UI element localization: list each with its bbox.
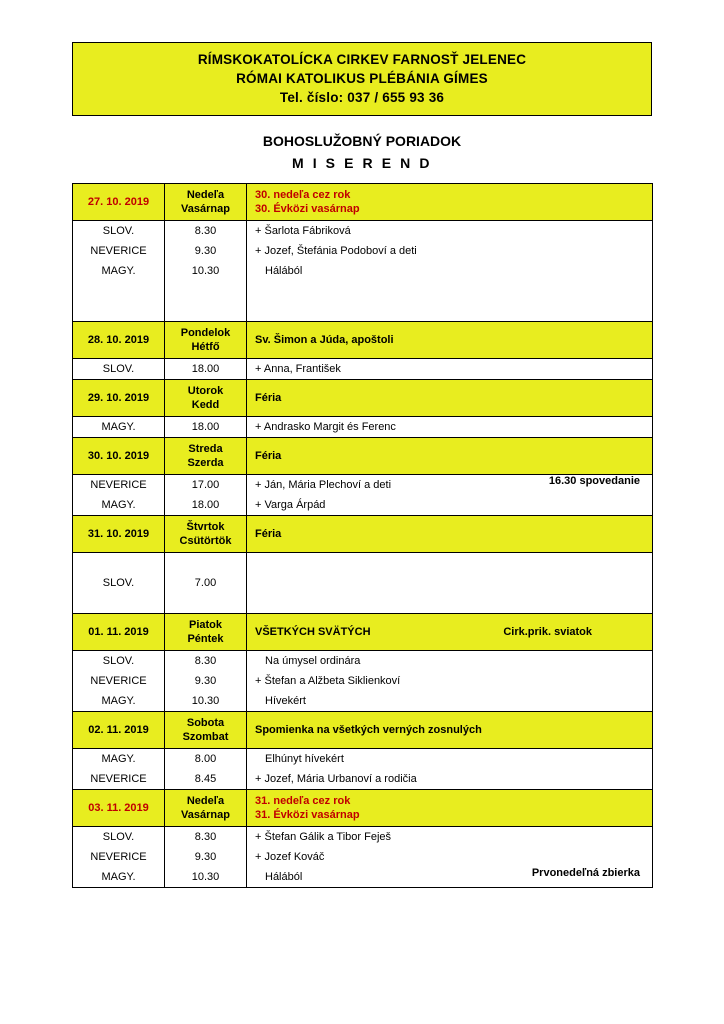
day-name (165, 322, 247, 359)
feast-name-sk: Spomienka na všetkých verných zosnulých (255, 724, 482, 736)
mass-time (165, 301, 247, 322)
day-name-hu: Hétfő (191, 341, 220, 353)
day-date: 02. 11. 2019 (73, 712, 165, 749)
mass-intention-text: + Andrasko Margit és Ferenc (255, 421, 396, 433)
day-date: 01. 11. 2019 (73, 614, 165, 651)
schedule-mass-row (73, 241, 653, 261)
mass-intention (247, 671, 653, 691)
schedule-mass-row (73, 593, 653, 614)
feast-name (247, 614, 653, 651)
mass-time: 18.00 (165, 359, 247, 380)
mass-location: NEVERICE (73, 241, 165, 261)
schedule-mass-row (73, 573, 653, 593)
mass-intention-text: + Varga Árpád (255, 499, 326, 511)
mass-location: MAGY. (73, 495, 165, 516)
mass-time (165, 553, 247, 574)
mass-time: 8.30 (165, 221, 247, 242)
mass-location (73, 301, 165, 322)
mass-time: 8.00 (165, 749, 247, 770)
mass-location: MAGY. (73, 749, 165, 770)
day-date: 03. 11. 2019 (73, 790, 165, 827)
feast-side-note: Cirk.prik. sviatok (503, 626, 592, 638)
mass-time (165, 593, 247, 614)
day-name (165, 790, 247, 827)
mass-intention-text: Na úmysel ordinára (265, 655, 361, 667)
document-title (0, 130, 724, 174)
schedule-day-header-row (73, 712, 653, 749)
schedule-mass-row (73, 301, 653, 322)
mass-intention-text: + Jozef, Štefánia Podoboví a deti (255, 245, 417, 257)
mass-location: NEVERICE (73, 671, 165, 691)
mass-time: 17.00 (165, 475, 247, 496)
parish-header-banner (72, 42, 652, 116)
mass-intention-text: Hívekért (265, 695, 306, 707)
mass-time: 9.30 (165, 847, 247, 867)
parish-name-hu: RÓMAI KATOLIKUS PLÉBÁNIA GÍMES (236, 71, 488, 86)
schedule-mass-row (73, 281, 653, 301)
mass-intention (247, 261, 653, 281)
mass-time: 8.30 (165, 651, 247, 672)
feast-name-sk: Sv. Šimon a Júda, apoštoli (255, 334, 394, 346)
mass-intention (247, 847, 653, 867)
schedule-day-header-row (73, 322, 653, 359)
mass-location: MAGY. (73, 417, 165, 438)
schedule-mass-row (73, 553, 653, 574)
schedule-mass-row (73, 359, 653, 380)
day-name (165, 516, 247, 553)
mass-intention (247, 495, 653, 516)
feast-name-hu: 31. Évközi vasárnap (255, 809, 360, 821)
mass-intention (247, 221, 653, 242)
feast-name (247, 380, 653, 417)
day-name-hu: Szombat (182, 731, 229, 743)
schedule-day-header-row (73, 184, 653, 221)
day-name-sk: Nedeľa (186, 795, 225, 807)
feast-name-hu: 30. Évközi vasárnap (255, 203, 360, 215)
day-name (165, 438, 247, 475)
schedule-mass-row (73, 475, 653, 496)
mass-intention (247, 301, 653, 322)
mass-location (73, 593, 165, 614)
schedule-mass-row (73, 261, 653, 281)
schedule-mass-row (73, 651, 653, 672)
mass-intention (247, 827, 653, 848)
schedule-mass-row (73, 495, 653, 516)
feast-name-sk: Féria (255, 528, 282, 540)
feast-name-sk: 31. nedeľa cez rok (255, 795, 351, 807)
feast-name-sk: VŠETKÝCH SVÄTÝCH Cirk.prik. sviatok (255, 626, 592, 638)
mass-intention (247, 417, 653, 438)
day-date: 29. 10. 2019 (73, 380, 165, 417)
mass-intention-text: + Štefan Gálik a Tibor Feješ (255, 831, 392, 843)
mass-intention-text: + Šarlota Fábriková (255, 225, 351, 237)
mass-intention-text: + Ján, Mária Plechoví a deti (255, 479, 392, 491)
mass-intention (247, 359, 653, 380)
feast-name (247, 790, 653, 827)
day-date: 30. 10. 2019 (73, 438, 165, 475)
mass-location: MAGY. (73, 261, 165, 281)
schedule-mass-row (73, 691, 653, 712)
schedule-mass-row (73, 847, 653, 867)
schedule-day-header-row (73, 438, 653, 475)
mass-location: MAGY. (73, 867, 165, 888)
day-name-sk: Sobota (186, 717, 225, 729)
day-name-sk: Piatok (188, 619, 222, 631)
day-name-hu: Péntek (187, 633, 224, 645)
mass-location (73, 553, 165, 574)
mass-time: 9.30 (165, 671, 247, 691)
mass-intention (247, 691, 653, 712)
mass-time: 10.30 (165, 867, 247, 888)
feast-name-sk: Féria (255, 450, 282, 462)
mass-time: 18.00 (165, 417, 247, 438)
mass-schedule-table (72, 183, 653, 888)
schedule-day-header-row (73, 790, 653, 827)
day-date: 31. 10. 2019 (73, 516, 165, 553)
mass-side-note: Prvonedeľná zbierka (531, 867, 640, 879)
feast-name (247, 322, 653, 359)
day-name (165, 184, 247, 221)
feast-name (247, 184, 653, 221)
day-name-hu: Vasárnap (181, 809, 230, 821)
mass-location: SLOV. (73, 651, 165, 672)
title-hu: M I S E R E N D (291, 155, 433, 171)
schedule-mass-row (73, 417, 653, 438)
mass-location: SLOV. (73, 827, 165, 848)
day-name (165, 712, 247, 749)
mass-intention (247, 475, 653, 496)
mass-intention (247, 749, 653, 770)
day-date: 28. 10. 2019 (73, 322, 165, 359)
mass-intention (247, 651, 653, 672)
parish-name-sk: RÍMSKOKATOLÍCKA CIRKEV FARNOSŤ JELENEC (197, 52, 527, 67)
mass-location: NEVERICE (73, 475, 165, 496)
mass-time: 18.00 (165, 495, 247, 516)
mass-intention-text: + Jozef, Mária Urbanoví a rodičia (255, 773, 417, 785)
mass-time: 7.00 (165, 573, 247, 593)
schedule-mass-row (73, 749, 653, 770)
schedule-day-header-row (73, 380, 653, 417)
parish-phone: Tel. číslo: 037 / 655 93 36 (279, 90, 445, 105)
day-date: 27. 10. 2019 (73, 184, 165, 221)
feast-name-sk: 30. nedeľa cez rok (255, 189, 351, 201)
day-name-sk: Utorok (187, 385, 224, 397)
day-name-hu: Csütörtök (179, 535, 232, 547)
schedule-mass-row (73, 769, 653, 790)
mass-intention (247, 573, 653, 593)
mass-time: 8.45 (165, 769, 247, 790)
schedule-mass-row (73, 221, 653, 242)
day-name-sk: Pondelok (180, 327, 231, 339)
mass-location (73, 281, 165, 301)
schedule-day-header-row (73, 516, 653, 553)
mass-time: 10.30 (165, 261, 247, 281)
mass-time: 8.30 (165, 827, 247, 848)
day-name-hu: Vasárnap (181, 203, 230, 215)
mass-location: SLOV. (73, 221, 165, 242)
mass-intention (247, 281, 653, 301)
mass-side-note: 16.30 spovedanie (548, 475, 640, 487)
feast-name-sk: Féria (255, 392, 282, 404)
mass-intention (247, 769, 653, 790)
mass-intention (247, 241, 653, 261)
mass-intention-text: Hálából (265, 871, 303, 883)
mass-location: NEVERICE (73, 769, 165, 790)
mass-location: SLOV. (73, 359, 165, 380)
mass-intention-text: + Štefan a Alžbeta Siklienkoví (255, 675, 401, 687)
title-sk: BOHOSLUŽOBNÝ PORIADOK (262, 133, 462, 149)
schedule-mass-row (73, 867, 653, 888)
mass-time: 9.30 (165, 241, 247, 261)
mass-intention-text: Hálából (265, 265, 303, 277)
mass-time (165, 281, 247, 301)
mass-intention-text: + Jozef Kováč (255, 851, 325, 863)
feast-name (247, 712, 653, 749)
day-name (165, 380, 247, 417)
mass-location: SLOV. (73, 573, 165, 593)
mass-time: 10.30 (165, 691, 247, 712)
schedule-day-header-row (73, 614, 653, 651)
mass-location: MAGY. (73, 691, 165, 712)
day-name-sk: Nedeľa (186, 189, 225, 201)
day-name-hu: Kedd (191, 399, 220, 411)
mass-location: NEVERICE (73, 847, 165, 867)
feast-name (247, 516, 653, 553)
mass-intention-text: + Anna, František (255, 363, 341, 375)
day-name-hu: Szerda (187, 457, 224, 469)
day-name-sk: Štvrtok (186, 521, 225, 533)
schedule-mass-row (73, 827, 653, 848)
feast-name (247, 438, 653, 475)
day-name (165, 614, 247, 651)
mass-intention (247, 553, 653, 574)
mass-intention-text: Elhúnyt hívekért (265, 753, 344, 765)
schedule-mass-row (73, 671, 653, 691)
day-name-sk: Streda (188, 443, 223, 455)
mass-intention (247, 593, 653, 614)
mass-intention (247, 867, 653, 888)
